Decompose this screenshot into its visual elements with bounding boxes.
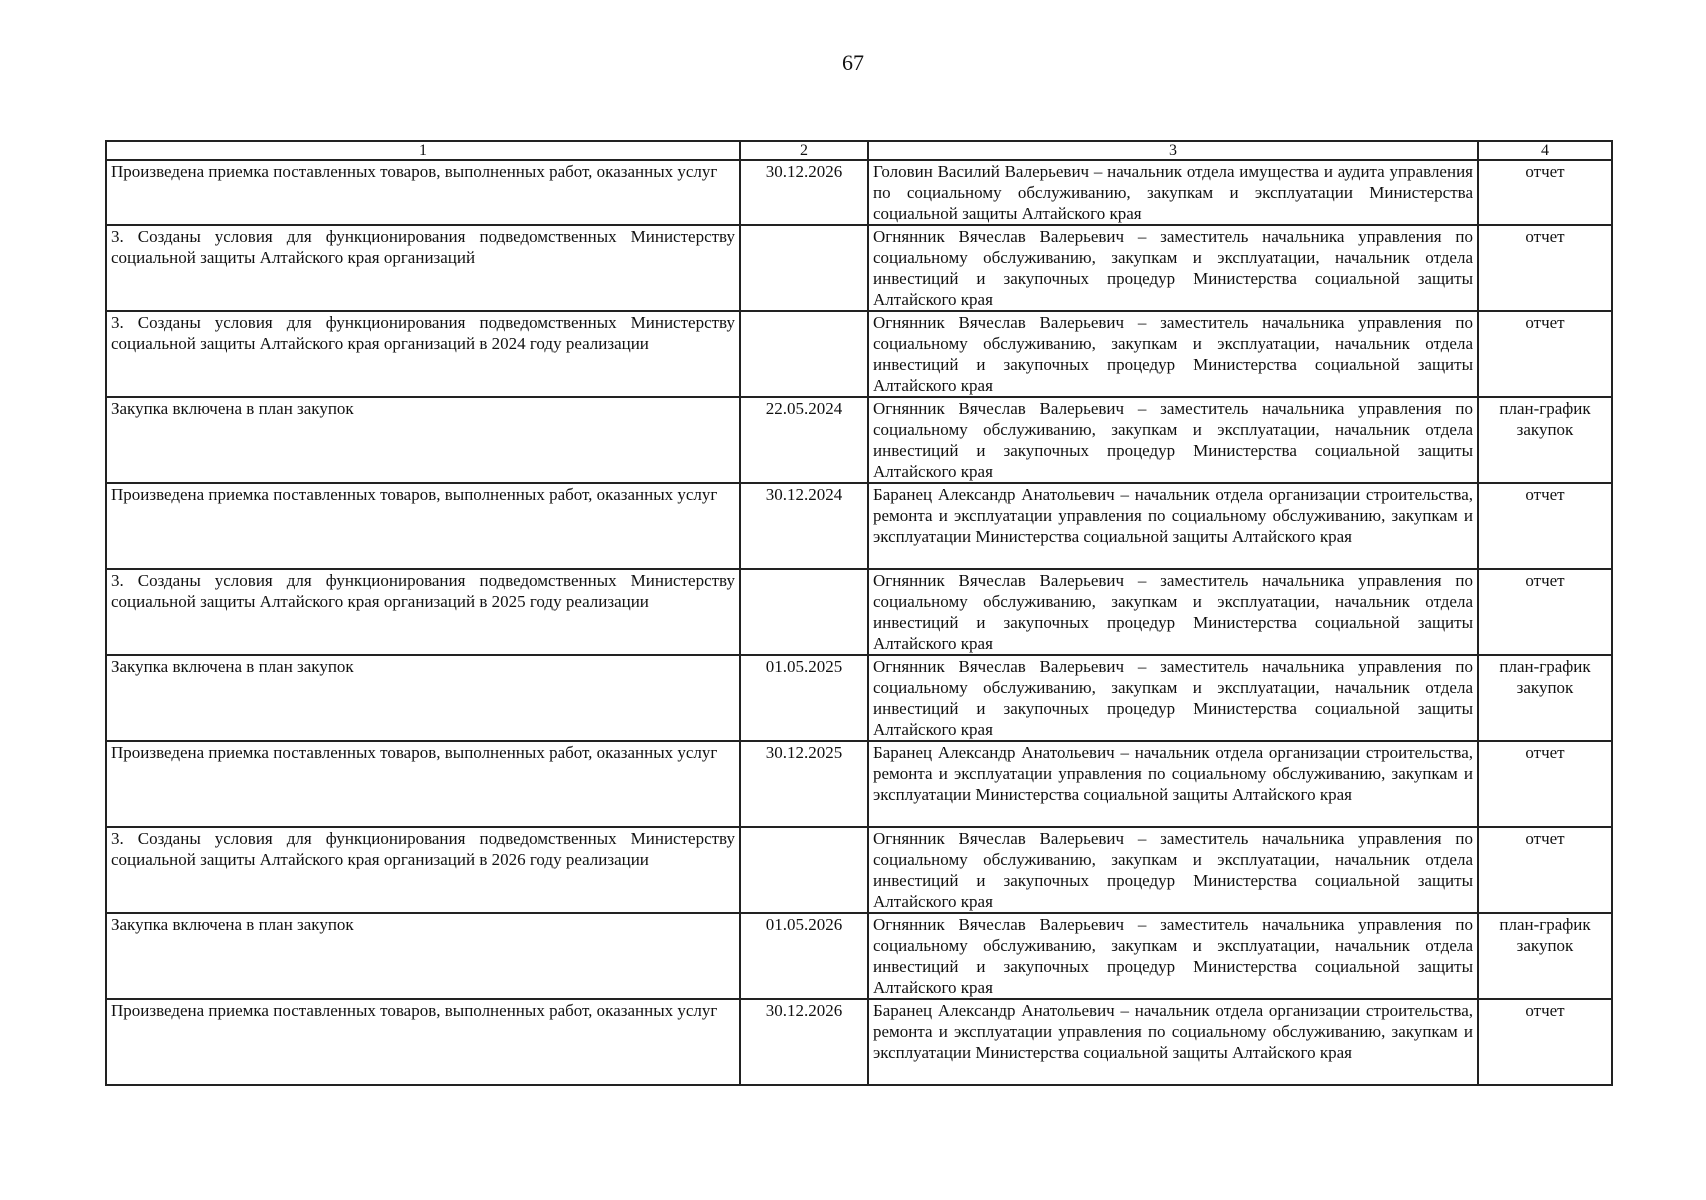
page-number: 67	[842, 50, 864, 75]
event-cell: 3. Созданы условия для функционирования подведомственных Министерству социальной защиты Алтайского края организаций в 2025 году реализации	[106, 569, 740, 655]
date-cell	[740, 225, 868, 311]
table-row	[106, 655, 1612, 741]
column-number-4: 4	[1478, 141, 1612, 160]
column-number-row	[106, 141, 1612, 160]
responsible-cell: Баранец Александр Анатольевич – начальник отдела организации строительства, ремонта и эксплуатации управления по социальному обслуживанию, закупкам и эксплуатации Министерства социальной защиты Алтайского края	[868, 741, 1478, 827]
responsible-cell: Огнянник Вячеслав Валерьевич – заместитель начальника управления по социальному обслуживанию, закупкам и эксплуатации, начальник отдела инвестиций и закупочных процедур Министерства социальной защиты Алтайского края	[868, 569, 1478, 655]
table-row	[106, 827, 1612, 913]
date-cell: 01.05.2026	[740, 913, 868, 999]
responsible-cell: Огнянник Вячеслав Валерьевич – заместитель начальника управления по социальному обслуживанию, закупкам и эксплуатации, начальник отдела инвестиций и закупочных процедур Министерства социальной защиты Алтайского края	[868, 311, 1478, 397]
event-cell: Произведена приемка поставленных товаров, выполненных работ, оказанных услуг	[106, 160, 740, 225]
date-cell: 01.05.2025	[740, 655, 868, 741]
table-row	[106, 311, 1612, 397]
event-cell: Закупка включена в план закупок	[106, 397, 740, 483]
date-cell: 30.12.2024	[740, 483, 868, 569]
table-row	[106, 225, 1612, 311]
table-row	[106, 741, 1612, 827]
responsible-cell: Огнянник Вячеслав Валерьевич – заместитель начальника управления по социальному обслуживанию, закупкам и эксплуатации, начальник отдела инвестиций и закупочных процедур Министерства социальной защиты Алтайского края	[868, 827, 1478, 913]
table-row	[106, 160, 1612, 225]
schedule-table	[105, 140, 1613, 1086]
column-number-1: 1	[106, 141, 740, 160]
event-cell: 3. Созданы условия для функционирования подведомственных Министерству социальной защиты Алтайского края организаций в 2026 году реализации	[106, 827, 740, 913]
document-cell: план-график закупок	[1478, 913, 1612, 999]
responsible-cell: Головин Василий Валерьевич – начальник отдела имущества и аудита управления по социальному обслуживанию, закупкам и эксплуатации Министерства социальной защиты Алтайского края	[868, 160, 1478, 225]
document-cell: план-график закупок	[1478, 655, 1612, 741]
document-cell: отчет	[1478, 741, 1612, 827]
date-cell	[740, 827, 868, 913]
responsible-cell: Баранец Александр Анатольевич – начальник отдела организации строительства, ремонта и эксплуатации управления по социальному обслуживанию, закупкам и эксплуатации Министерства социальной защиты Алтайского края	[868, 483, 1478, 569]
table-body	[106, 160, 1612, 1085]
table-row	[106, 999, 1612, 1085]
document-cell: отчет	[1478, 160, 1612, 225]
document-cell: план-график закупок	[1478, 397, 1612, 483]
event-cell: 3. Созданы условия для функционирования подведомственных Министерству социальной защиты Алтайского края организаций в 2024 году реализации	[106, 311, 740, 397]
table-row	[106, 483, 1612, 569]
table-row	[106, 397, 1612, 483]
event-cell: Закупка включена в план закупок	[106, 655, 740, 741]
responsible-cell: Огнянник Вячеслав Валерьевич – заместитель начальника управления по социальному обслуживанию, закупкам и эксплуатации, начальник отдела инвестиций и закупочных процедур Министерства социальной защиты Алтайского края	[868, 225, 1478, 311]
responsible-cell: Огнянник Вячеслав Валерьевич – заместитель начальника управления по социальному обслуживанию, закупкам и эксплуатации, начальник отдела инвестиций и закупочных процедур Министерства социальной защиты Алтайского края	[868, 397, 1478, 483]
date-cell: 22.05.2024	[740, 397, 868, 483]
responsible-cell: Баранец Александр Анатольевич – начальник отдела организации строительства, ремонта и эксплуатации управления по социальному обслуживанию, закупкам и эксплуатации Министерства социальной защиты Алтайского края	[868, 999, 1478, 1085]
date-cell: 30.12.2025	[740, 741, 868, 827]
column-number-3: 3	[868, 141, 1478, 160]
date-cell: 30.12.2026	[740, 160, 868, 225]
table-row	[106, 913, 1612, 999]
event-cell: 3. Созданы условия для функционирования подведомственных Министерству социальной защиты Алтайского края организаций	[106, 225, 740, 311]
table-row	[106, 569, 1612, 655]
date-cell: 30.12.2026	[740, 999, 868, 1085]
date-cell	[740, 569, 868, 655]
document-cell: отчет	[1478, 225, 1612, 311]
event-cell: Произведена приемка поставленных товаров, выполненных работ, оказанных услуг	[106, 741, 740, 827]
document-cell: отчет	[1478, 999, 1612, 1085]
event-cell: Закупка включена в план закупок	[106, 913, 740, 999]
document-cell: отчет	[1478, 483, 1612, 569]
event-cell: Произведена приемка поставленных товаров, выполненных работ, оказанных услуг	[106, 999, 740, 1085]
date-cell	[740, 311, 868, 397]
document-cell: отчет	[1478, 311, 1612, 397]
column-number-2: 2	[740, 141, 868, 160]
table-header	[106, 141, 1612, 160]
event-cell: Произведена приемка поставленных товаров, выполненных работ, оказанных услуг	[106, 483, 740, 569]
responsible-cell: Огнянник Вячеслав Валерьевич – заместитель начальника управления по социальному обслуживанию, закупкам и эксплуатации, начальник отдела инвестиций и закупочных процедур Министерства социальной защиты Алтайского края	[868, 913, 1478, 999]
document-cell: отчет	[1478, 569, 1612, 655]
responsible-cell: Огнянник Вячеслав Валерьевич – заместитель начальника управления по социальному обслуживанию, закупкам и эксплуатации, начальник отдела инвестиций и закупочных процедур Министерства социальной защиты Алтайского края	[868, 655, 1478, 741]
document-cell: отчет	[1478, 827, 1612, 913]
